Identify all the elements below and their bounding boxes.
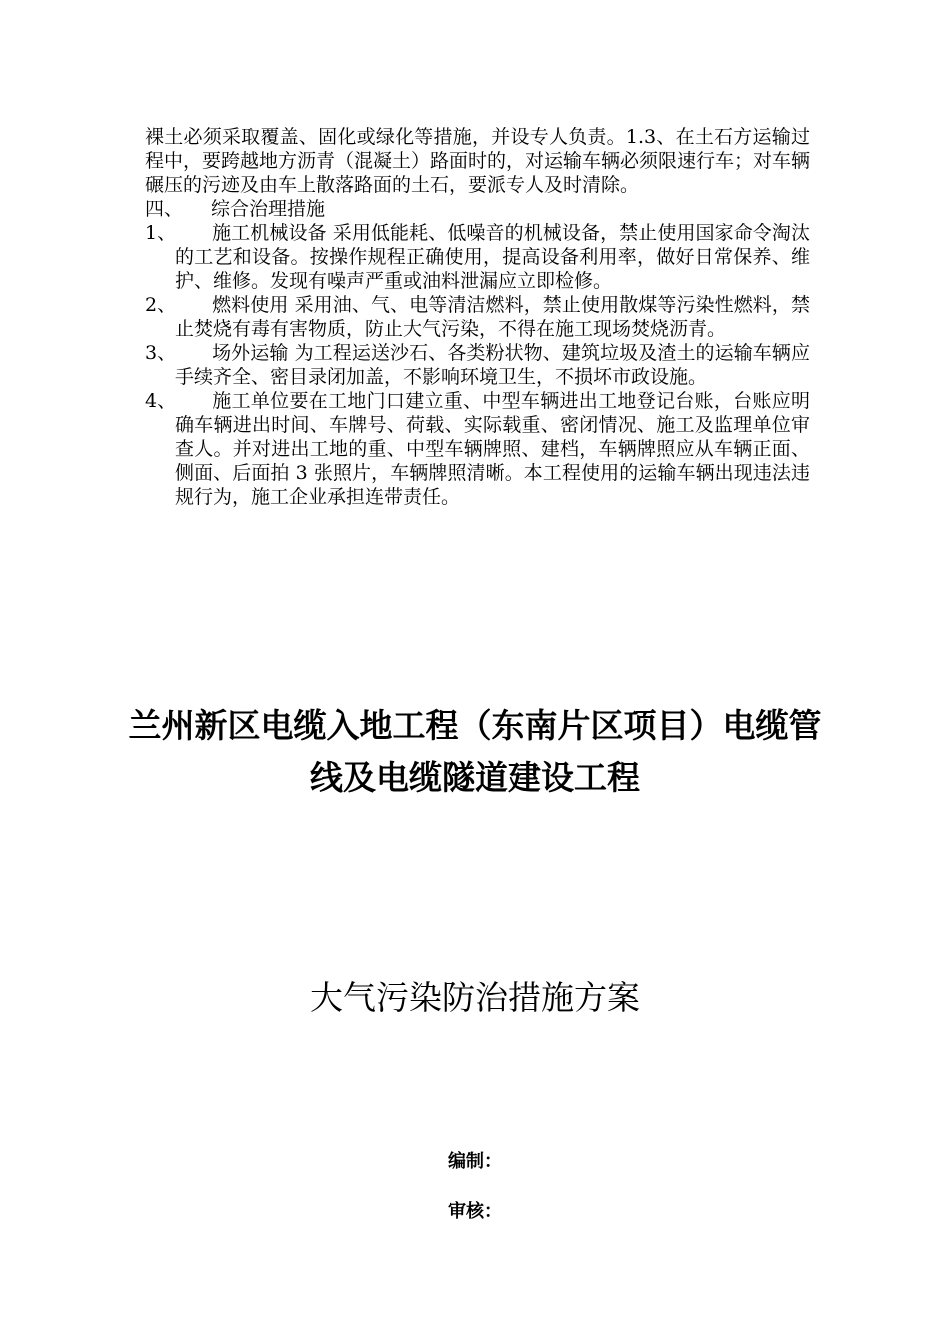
project-title: 兰州新区电缆入地工程（东南片区项目）电缆管线及电缆隧道建设工程 [128,706,822,797]
reviewed-by-label: 审核： [448,1201,502,1222]
compiled-by-label: 编制： [448,1151,502,1172]
list-item [145,221,810,293]
list-item-text: 施工机械设备 采用低能耗、低噪音的机械设备，禁止使用国家命令淘汰的工艺和设备。按操作规程正确使用，提高设备利用率，做好日常保养、维护、维修。发现有噪声严重或油料泄漏应立即检修。 [175,222,810,292]
list-item-text: 施工单位要在工地门口建立重、中型车辆进出工地登记台账，台账应明确车辆进出时间、车牌号、荷载、实际载重、密闭情况、施工及监理单位审查人。并对进出工地的重、中型车辆牌照、建档，车辆牌照应从车辆正面、侧面、后面拍 3 张照片，车辆牌照清晰。本工程使用的运输车辆出现违法违规行为，施工企业承担连带责任。 [175,390,810,508]
list-item-number: 2、 [145,294,177,316]
section-heading [145,197,810,221]
list-item [145,389,810,509]
document-body [145,125,810,509]
list-item [145,293,810,341]
list-item-number: 4、 [145,390,177,412]
list-item-text: 燃料使用 采用油、气、电等清洁燃料，禁止使用散煤等污染性燃料，禁止焚烧有毒有害物质，防止大气污染，不得在施工现场焚烧沥青。 [175,294,810,340]
section-heading-text: 综合治理措施 [211,198,326,220]
section-heading-number: 四、 [145,198,184,220]
plan-title: 大气污染防治措施方案 [310,978,640,1017]
list-item-text: 场外运输 为工程运送沙石、各类粉状物、建筑垃圾及渣土的运输车辆应手续齐全、密目录闭加盖，不影响环境卫生，不损坏市政设施。 [175,342,810,388]
intro-paragraph: 裸土必须采取覆盖、固化或绿化等措施，并设专人负责。1.3、在土石方运输过程中，要跨越地方沥青（混凝土）路面时的，对运输车辆必须限速行车；对车辆碾压的污迹及由车上散落路面的土石，要派专人及时清除。 [145,126,811,196]
list-item-number: 3、 [145,342,177,364]
list-item-number: 1、 [145,222,177,244]
list-item [145,341,810,389]
